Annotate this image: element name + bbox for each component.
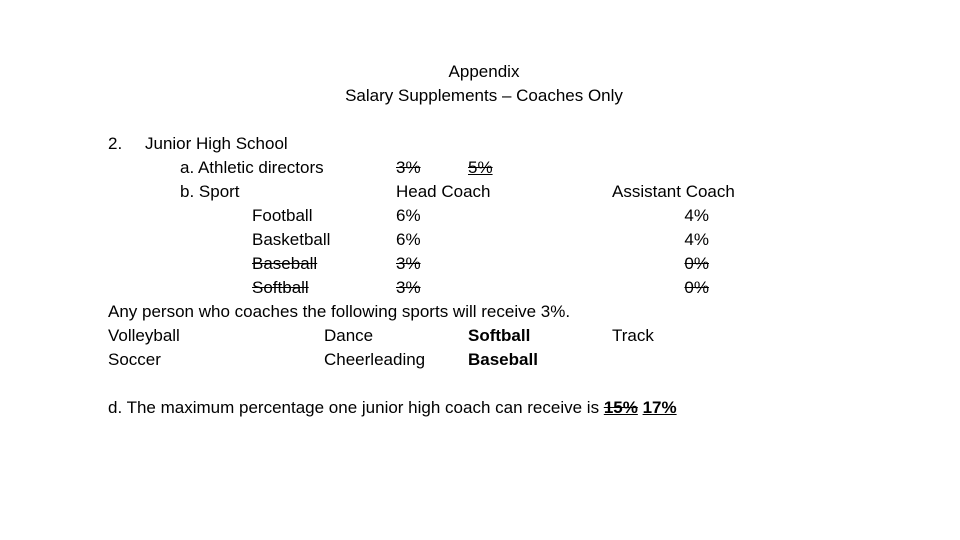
section-number: 2.	[108, 134, 123, 153]
maximum-old-value: 15%	[603, 398, 638, 417]
athletic-directors-label: a. Athletic directors	[180, 158, 324, 177]
head-coach-value: 3%	[396, 278, 421, 297]
assistant-coach-value: 4%	[684, 230, 709, 249]
sport-name: Softball	[252, 278, 309, 297]
other-sport-item: Softball	[468, 326, 531, 345]
sport-name: Football	[252, 206, 313, 225]
assistant-coach-value: 0%	[684, 278, 709, 297]
sport-label: b. Sport	[180, 182, 240, 201]
assistant-coach-value: 4%	[684, 206, 709, 225]
maximum-percentage-line	[108, 398, 677, 418]
other-sport-item: Volleyball	[108, 326, 180, 345]
other-sport-item: Dance	[324, 326, 374, 345]
other-sport-item: Cheerleading	[324, 350, 426, 369]
athletic-directors-new-value: 5%	[468, 158, 493, 177]
assistant-coach-value: 0%	[684, 254, 709, 273]
section-title: Junior High School	[145, 134, 288, 153]
head-coach-value: 3%	[396, 254, 421, 273]
assistant-coach-header: Assistant Coach	[612, 182, 735, 201]
maximum-percentage-text: d. The maximum percentage one junior high coach can receive is	[108, 398, 600, 417]
appendix-title: Appendix	[448, 62, 520, 81]
head-coach-header: Head Coach	[396, 182, 491, 201]
athletic-directors-old-value: 3%	[396, 158, 421, 177]
other-sport-item: Track	[612, 326, 654, 345]
other-sport-item: Baseball	[468, 350, 538, 369]
other-sports-note: Any person who coaches the following sports will receive 3%.	[108, 302, 571, 321]
head-coach-value: 6%	[396, 206, 421, 225]
sport-name: Basketball	[252, 230, 331, 249]
head-coach-value: 6%	[396, 230, 421, 249]
sport-name: Baseball	[252, 254, 318, 273]
page-subtitle: Salary Supplements – Coaches Only	[345, 86, 623, 105]
maximum-new-value: 17%	[642, 398, 677, 417]
other-sport-item: Soccer	[108, 350, 161, 369]
